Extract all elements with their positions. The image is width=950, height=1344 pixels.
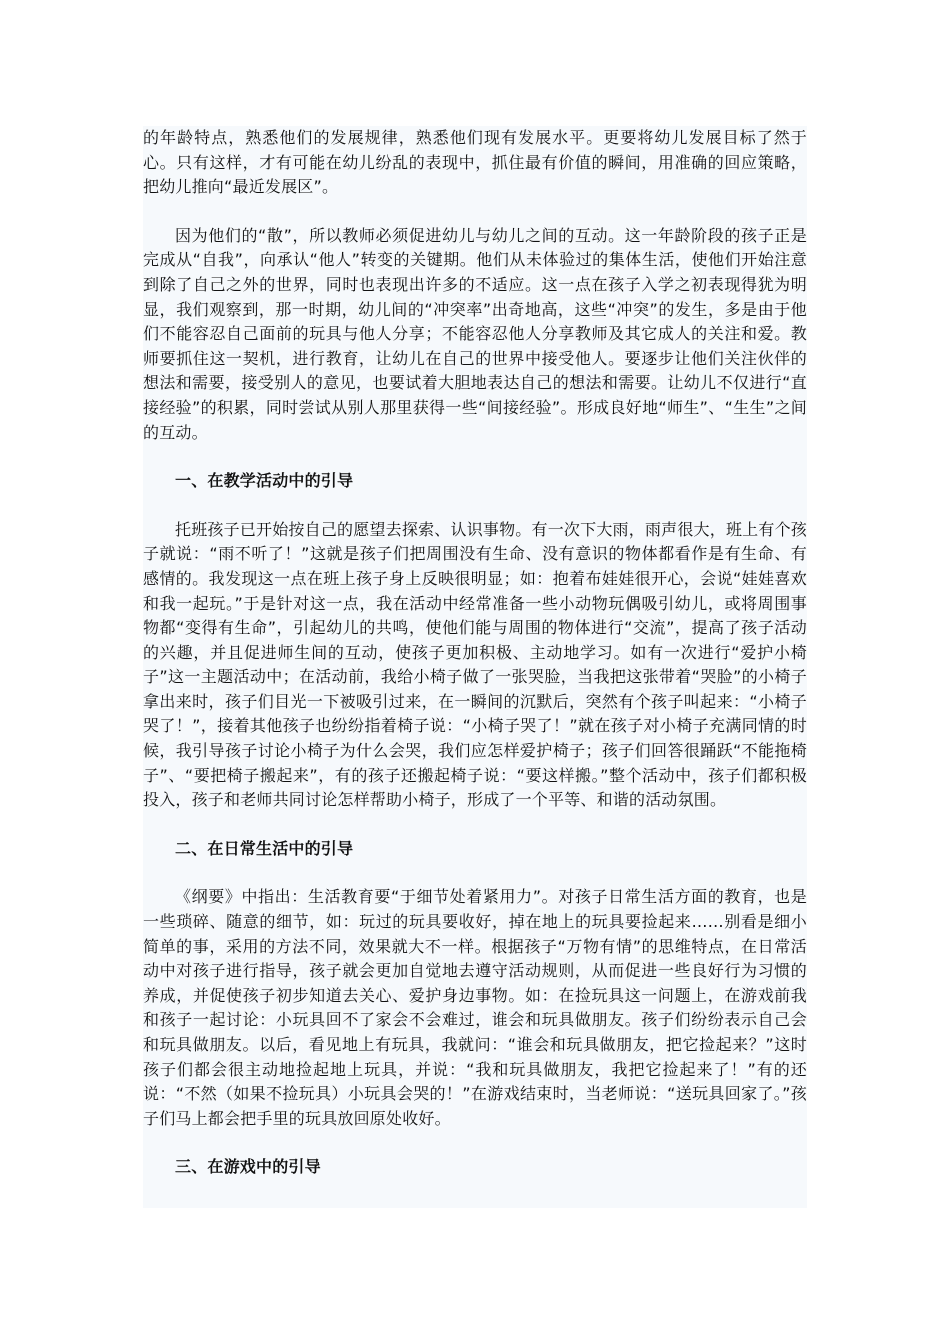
- section-heading-daily-life: 二、在日常生活中的引导: [175, 838, 354, 858]
- paragraph-teaching: 托班孩子已开始按自己的愿望去探索、认识事物。有一次下大雨，雨声很大，班上有个孩子就说：“雨不听了！”这就是孩子们把周围没有生命、没有意识的物体都看作是有生命、有感情的。我发现这一点在班上孩子身上反映很明显；如：抱着布娃娃很开心，会说“娃娃喜欢和我一起玩。”于是针对这一点，我在活动中经常准备一些小动物玩偶吸引幼儿，或将周围事物都“变得有生命”，引起幼儿的共鸣，使他们能与周围的物体进行“交流”，提高了孩子活动的兴趣，并且促进师生间的互动，使孩子更加积极、主动地学习。如有一次进行“爱护小椅子”这一主题活动中；在活动前，我给小椅子做了一张哭脸，当我把这张带着“哭脸”的小椅子拿出来时，孩子们目光一下被吸引过来，在一瞬间的沉默后，突然有个孩子叫起来：“小椅子哭了！”，接着其他孩子也纷纷指着椅子说：“小椅子哭了！”就在孩子对小椅子充满同情的时候，我引导孩子讨论小椅子为什么会哭，我们应怎样爱护椅子；孩子们回答很踊跃“不能拖椅子”、“要把椅子搬起来”，有的孩子还搬起椅子说：“要这样搬。”整个活动中，孩子们都积极投入，孩子和老师共同讨论怎样帮助小椅子，形成了一个平等、和谐的活动氛围。: [143, 519, 807, 810]
- paragraph-daily-life: 《纲要》中指出：生活教育要“于细节处着紧用力”。对孩子日常生活方面的教育，也是一些琐碎、随意的细节，如：玩过的玩具要收好，掉在地上的玩具要捡起来……别看是细小简单的事，采用的方法不同，效果就大不一样。根据孩子“万物有情”的思维特点，在日常活动中对孩子进行指导，孩子就会更加自觉地去遵守活动规则，从而促进一些良好行为习惯的养成，并促使孩子初步知道去关心、爱护身边事物。如：在捡玩具这一问题上，在游戏前我和孩子一起讨论：小玩具回不了家会不会难过，谁会和玩具做朋友。孩子们纷纷表示自己会和玩具做朋友。以后，看见地上有玩具，我就问：“谁会和玩具做朋友，把它捡起来？”这时孩子们都会很主动地捡起地上玩具，并说：“我和玩具做朋友，我把它捡起来了！”有的还说：“不然（如果不捡玩具）小玩具会哭的！”在游戏结束时，当老师说：“送玩具回家了。”孩子们马上都会把手里的玩具放回原处收好。: [143, 887, 807, 1128]
- continuation-paragraph: 的年龄特点，熟悉他们的发展规律，熟悉他们现有发展水平。更要将幼儿发展目标了然于心。只有这样，才有可能在幼儿纷乱的表现中，抓住最有价值的瞬间，用准确的回应策略，把幼儿推向“最近发展区”。: [143, 128, 807, 197]
- document-body: [143, 126, 807, 1180]
- section-heading-games: 三、在游戏中的引导: [175, 1157, 321, 1177]
- section-heading-teaching: 一、在教学活动中的引导: [175, 471, 354, 491]
- paragraph-interaction: 因为他们的“散”，所以教师必须促进幼儿与幼儿之间的互动。这一年龄阶段的孩子正是完成从“自我”，向承认“他人”转变的关键期。他们从未体验过的集体生活，使他们开始注意到除了自己之外的世界，同时也表现出许多的不适应。这一点在孩子入学之初表现得犹为明显，我们观察到，那一时期，幼儿间的“冲突率”出奇地高，这些“冲突”的发生，多是由于他们不能容忍自己面前的玩具与他人分享；不能容忍他人分享教师及其它成人的关注和爱。教师要抓住这一契机，进行教育，让幼儿在自己的世界中接受他人。要逐步让他们关注伙伴的想法和需要，接受别人的意见，也要试着大胆地表达自己的想法和需要。让幼儿不仅进行“直接经验”的积累，同时尝试从别人那里获得一些“间接经验”。形成良好地“师生”、“生生”之间的互动。: [143, 225, 807, 442]
